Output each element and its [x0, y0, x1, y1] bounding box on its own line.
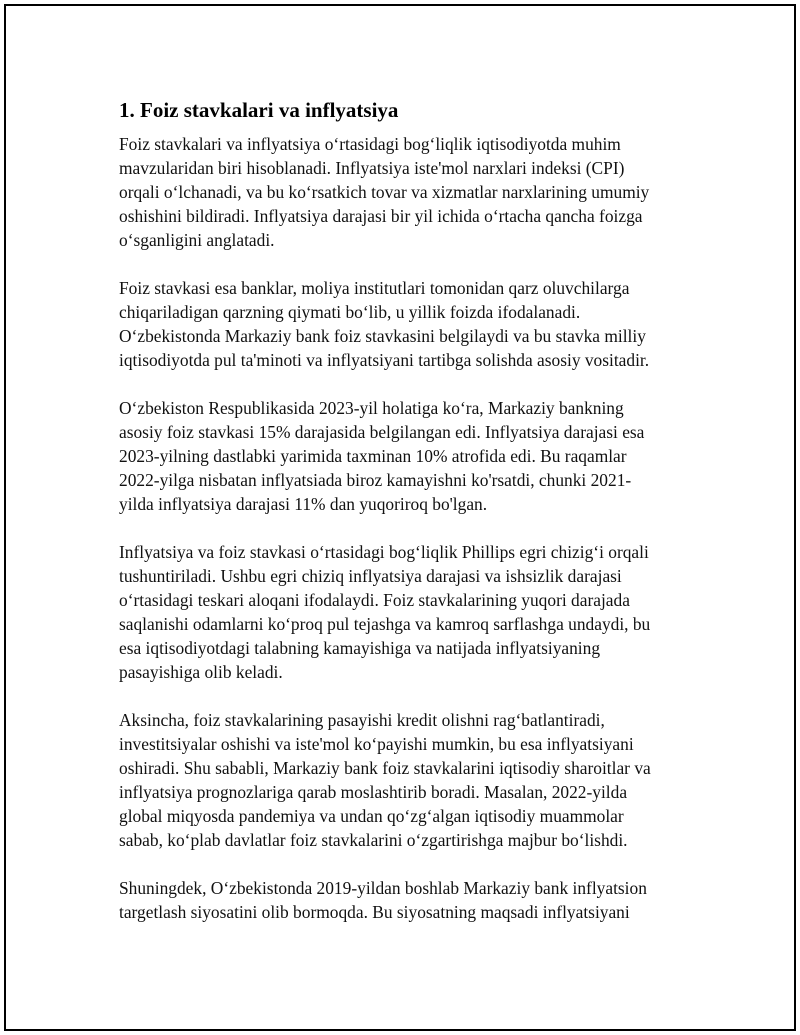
text-line: esa iqtisodiyotdagi talabning kamayishiga va natijada inflyatsiyaning [119, 638, 601, 658]
text-line: global miqyosda pandemiya va undan qo‘zg‘algan iqtisodiy muammolar [119, 806, 624, 826]
paragraph-5 [119, 708, 699, 852]
text-line: Foiz stavkasi esa banklar, moliya institutlari tomonidan qarz oluvchilarga [119, 278, 630, 298]
text-line: chiqariladigan qarzning qiymati bo‘lib, u yillik foizda ifodalanadi. [119, 302, 581, 322]
document-body [119, 96, 699, 948]
text-line: mavzularidan biri hisoblanadi. Inflyatsiya iste'mol narxlari indeksi (CPI) [119, 158, 625, 178]
text-line: O‘zbekiston Respublikasida 2023-yil holatiga ko‘ra, Markaziy bankning [119, 398, 624, 418]
text-line: saqlanishi odamlarni ko‘proq pul tejashga va kamroq sarflashga undaydi, bu [119, 614, 651, 634]
text-line: inflyatsiya prognozlariga qarab moslashtirib boradi. Masalan, 2022-yilda [119, 782, 628, 802]
paragraph-4 [119, 540, 699, 684]
text-line: O‘zbekistonda Markaziy bank foiz stavkasini belgilaydi va bu stavka milliy [119, 326, 646, 346]
text-line: iqtisodiyotda pul ta'minoti va inflyatsiyani tartibga solishda asosiy vositadir. [119, 350, 650, 370]
text-line: investitsiyalar oshishi va iste'mol ko‘payishi mumkin, bu esa inflyatsiyani [119, 734, 634, 754]
paragraph-1 [119, 132, 699, 252]
text-line: oshishini bildiradi. Inflyatsiya darajasi bir yil ichida o‘rtacha qancha foizga [119, 206, 643, 226]
paragraph-3 [119, 396, 699, 516]
text-line: Foiz stavkalari va inflyatsiya o‘rtasidagi bog‘liqlik iqtisodiyotda muhim [119, 134, 621, 154]
text-line: asosiy foiz stavkasi 15% darajasida belgilangan edi. Inflyatsiya darajasi esa [119, 422, 645, 442]
text-line: Inflyatsiya va foiz stavkasi o‘rtasidagi bog‘liqlik Phillips egri chizig‘i orqali [119, 542, 649, 562]
text-line: 2023-yilning dastlabki yarimida taxminan 10% atrofida edi. Bu raqamlar [119, 446, 627, 466]
text-line: orqali o‘lchanadi, va bu ko‘rsatkich tovar va xizmatlar narxlarining umumiy [119, 182, 650, 202]
text-line: Shuningdek, O‘zbekistonda 2019-yildan boshlab Markaziy bank inflyatsion [119, 878, 647, 898]
text-line: yilda inflyatsiya darajasi 11% dan yuqoriroq bo'lgan. [119, 494, 488, 514]
text-line: 2022-yilga nisbatan inflyatsiada biroz kamayishni ko'rsatdi, chunki 2021- [119, 470, 632, 490]
text-line: oshiradi. Shu sababli, Markaziy bank foiz stavkalarini iqtisodiy sharoitlar va [119, 758, 651, 778]
paragraph-6 [119, 876, 699, 924]
section-heading: 1. Foiz stavkalari va inflyatsiya [119, 98, 399, 122]
text-line: pasayishiga olib keladi. [119, 662, 283, 682]
text-line: sabab, ko‘plab davlatlar foiz stavkalarini o‘zgartirishga majbur bo‘lishdi. [119, 830, 628, 850]
text-line: o‘rtasidagi teskari aloqani ifodalaydi. Foiz stavkalarining yuqori darajada [119, 590, 630, 610]
text-line: Aksincha, foiz stavkalarining pasayishi kredit olishni rag‘batlantiradi, [119, 710, 605, 730]
page-frame [4, 4, 796, 1031]
text-line: targetlash siyosatini olib bormoqda. Bu siyosatning maqsadi inflyatsiyani [119, 902, 630, 922]
text-line: tushuntiriladi. Ushbu egri chiziq inflyatsiya darajasi va ishsizlik darajasi [119, 566, 622, 586]
text-line: o‘sganligini anglatadi. [119, 230, 275, 250]
paragraph-2 [119, 276, 699, 372]
